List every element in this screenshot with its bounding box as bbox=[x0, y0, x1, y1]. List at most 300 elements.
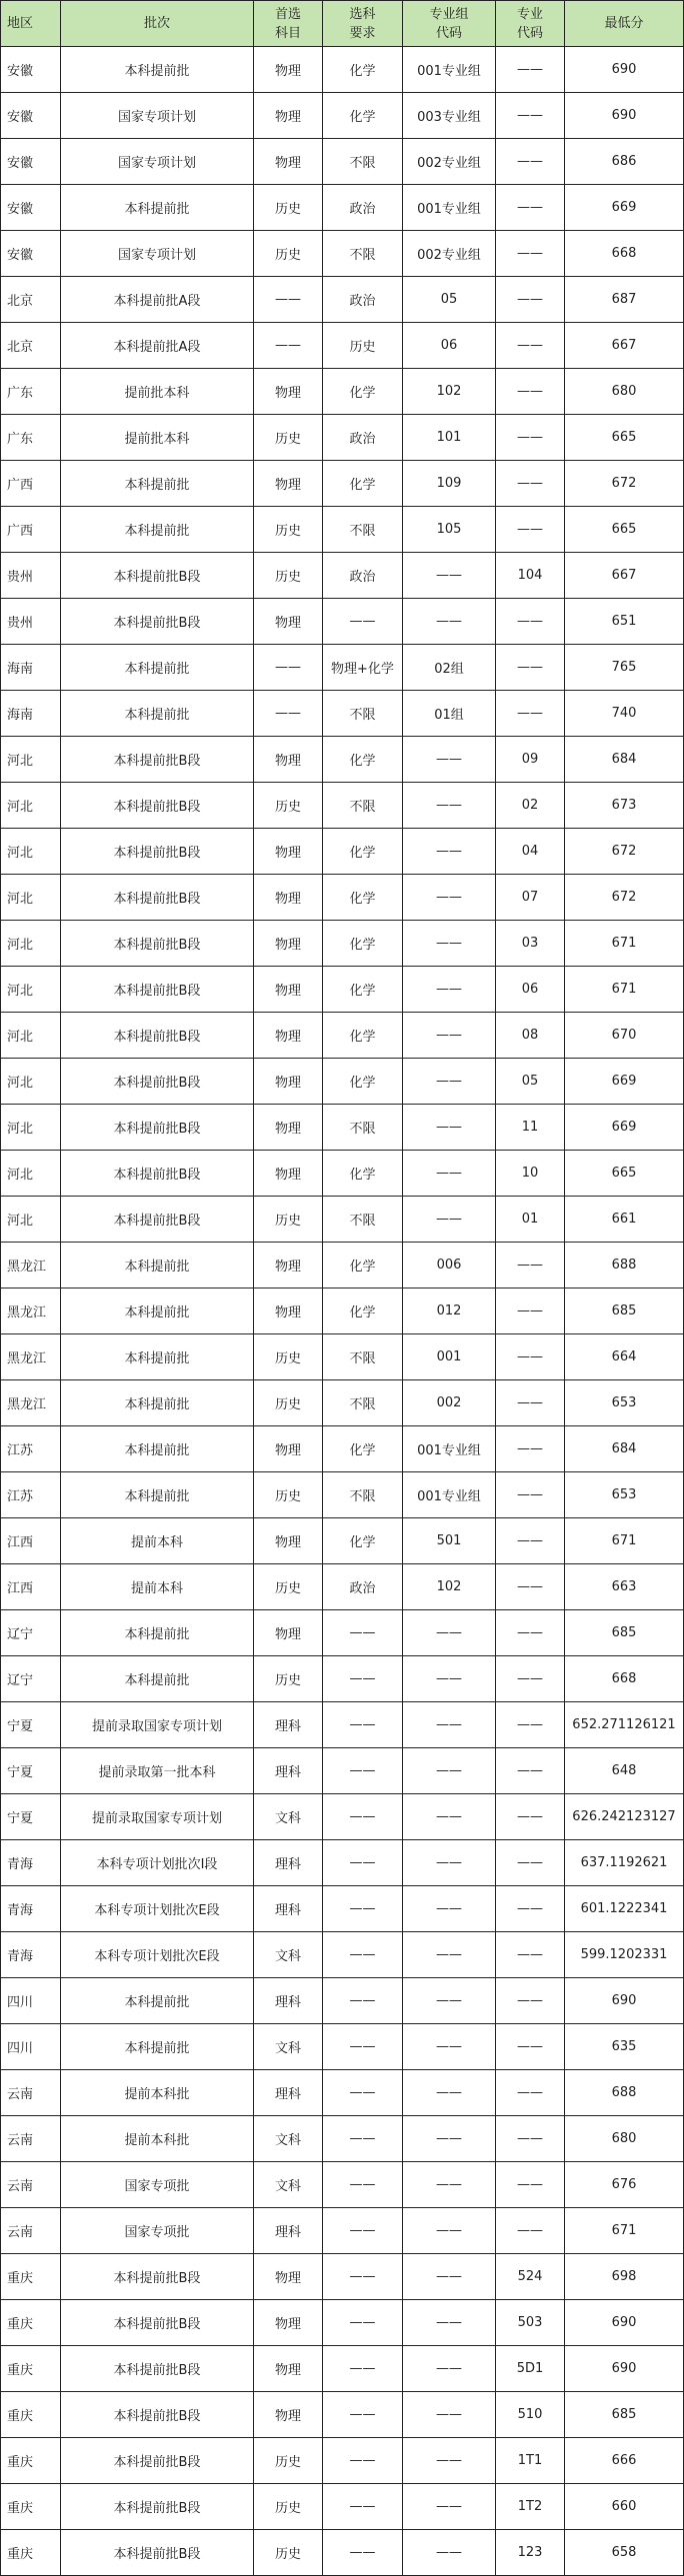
major-group-code-cell: —— bbox=[403, 1656, 496, 1702]
region-cell: 重庆 bbox=[1, 2300, 61, 2346]
batch-cell: 提前本科批 bbox=[61, 2116, 254, 2162]
min-score-cell: 676 bbox=[565, 2162, 684, 2208]
primary-subject-cell: 历史 bbox=[254, 2530, 323, 2576]
region-cell: 安徽 bbox=[1, 231, 61, 277]
batch-cell: 本科专项计划批次E段 bbox=[61, 1886, 254, 1932]
major-code-cell: —— bbox=[496, 415, 565, 461]
subject-requirement-cell: 不限 bbox=[323, 1197, 403, 1243]
subject-requirement-cell: —— bbox=[323, 1886, 403, 1932]
primary-subject-cell: 历史 bbox=[254, 415, 323, 461]
subject-requirement-cell: —— bbox=[323, 1702, 403, 1748]
major-group-code-cell: 02组 bbox=[403, 645, 496, 691]
major-group-code-cell: 001专业组 bbox=[403, 47, 496, 93]
min-score-cell: 671 bbox=[565, 921, 684, 967]
major-group-code-cell: —— bbox=[403, 875, 496, 921]
batch-cell: 本科提前批B段 bbox=[61, 2254, 254, 2300]
subject-requirement-cell: 化学 bbox=[323, 1059, 403, 1105]
region-cell: 重庆 bbox=[1, 2484, 61, 2530]
major-code-cell: —— bbox=[496, 1243, 565, 1288]
region-cell: 江西 bbox=[1, 1518, 61, 1564]
table-row bbox=[1, 1656, 684, 1702]
batch-cell: 本科提前批 bbox=[61, 1426, 254, 1472]
min-score-cell: 690 bbox=[565, 47, 684, 93]
major-code-cell: 1T2 bbox=[496, 2484, 565, 2530]
region-cell: 青海 bbox=[1, 1886, 61, 1932]
table-row bbox=[1, 829, 684, 875]
major-code-cell: —— bbox=[496, 1840, 565, 1886]
subject-requirement-cell: —— bbox=[323, 1656, 403, 1702]
major-group-code-cell: —— bbox=[403, 1702, 496, 1748]
subject-requirement-cell: 化学 bbox=[323, 47, 403, 93]
batch-cell: 本科提前批B段 bbox=[61, 1059, 254, 1105]
major-group-code-cell: —— bbox=[403, 1794, 496, 1840]
region-cell: 河北 bbox=[1, 1013, 61, 1059]
primary-subject-cell: 历史 bbox=[254, 185, 323, 231]
major-code-cell: 06 bbox=[496, 967, 565, 1013]
subject-requirement-cell: 不限 bbox=[323, 231, 403, 277]
min-score-cell: 672 bbox=[565, 461, 684, 507]
batch-cell: 本科提前批B段 bbox=[61, 1151, 254, 1197]
primary-subject-cell: 物理 bbox=[254, 1426, 323, 1472]
major-group-code-cell: 001专业组 bbox=[403, 1472, 496, 1518]
primary-subject-cell: 物理 bbox=[254, 875, 323, 921]
region-cell: 河北 bbox=[1, 967, 61, 1013]
min-score-cell: 669 bbox=[565, 1059, 684, 1105]
min-score-cell: 671 bbox=[565, 1518, 684, 1564]
primary-subject-cell: —— bbox=[254, 277, 323, 323]
subject-requirement-cell: 化学 bbox=[323, 1013, 403, 1059]
region-cell: 海南 bbox=[1, 691, 61, 737]
batch-cell: 本科专项计划批次I段 bbox=[61, 1840, 254, 1886]
major-group-code-cell: —— bbox=[403, 2208, 496, 2254]
subject-requirement-cell: 不限 bbox=[323, 691, 403, 737]
subject-requirement-cell: 化学 bbox=[323, 967, 403, 1013]
region-cell: 安徽 bbox=[1, 139, 61, 185]
table-row bbox=[1, 2070, 684, 2116]
primary-subject-cell: 理科 bbox=[254, 1840, 323, 1886]
major-group-code-cell: —— bbox=[403, 737, 496, 783]
batch-cell: 本科提前批B段 bbox=[61, 921, 254, 967]
min-score-cell: 687 bbox=[565, 277, 684, 323]
primary-subject-cell: 物理 bbox=[254, 599, 323, 645]
major-code-cell: —— bbox=[496, 2024, 565, 2070]
subject-requirement-cell: —— bbox=[323, 1932, 403, 1978]
subject-requirement-cell: 不限 bbox=[323, 507, 403, 553]
primary-subject-cell: 物理 bbox=[254, 93, 323, 139]
subject-requirement-cell: 化学 bbox=[323, 461, 403, 507]
batch-cell: 本科提前批 bbox=[61, 645, 254, 691]
primary-subject-cell: 物理 bbox=[254, 921, 323, 967]
min-score-cell: 690 bbox=[565, 93, 684, 139]
table-row bbox=[1, 323, 684, 369]
major-group-code-cell: 05 bbox=[403, 277, 496, 323]
major-code-cell: 104 bbox=[496, 553, 565, 599]
min-score-cell: 667 bbox=[565, 323, 684, 369]
major-code-cell: —— bbox=[496, 231, 565, 277]
min-score-cell: 673 bbox=[565, 783, 684, 829]
table-row bbox=[1, 2162, 684, 2208]
major-group-code-cell: —— bbox=[403, 553, 496, 599]
region-cell: 青海 bbox=[1, 1932, 61, 1978]
major-code-cell: 524 bbox=[496, 2254, 565, 2300]
batch-cell: 本科提前批B段 bbox=[61, 2484, 254, 2530]
primary-subject-cell: —— bbox=[254, 323, 323, 369]
major-code-cell: 03 bbox=[496, 921, 565, 967]
table-row bbox=[1, 1059, 684, 1105]
min-score-cell: 668 bbox=[565, 1656, 684, 1702]
table-row bbox=[1, 1426, 684, 1472]
major-group-code-cell: 012 bbox=[403, 1288, 496, 1334]
primary-subject-cell: 理科 bbox=[254, 1702, 323, 1748]
major-group-code-cell: 003专业组 bbox=[403, 93, 496, 139]
subject-requirement-cell: —— bbox=[323, 2024, 403, 2070]
min-score-cell: 653 bbox=[565, 1472, 684, 1518]
batch-cell: 提前批本科 bbox=[61, 369, 254, 415]
table-row bbox=[1, 369, 684, 415]
min-score-cell: 671 bbox=[565, 967, 684, 1013]
batch-cell: 本科提前批 bbox=[61, 1978, 254, 2024]
primary-subject-cell: 历史 bbox=[254, 2438, 323, 2484]
major-group-code-cell: —— bbox=[403, 783, 496, 829]
table-row bbox=[1, 2208, 684, 2254]
primary-subject-cell: 物理 bbox=[254, 1059, 323, 1105]
primary-subject-cell: 历史 bbox=[254, 2484, 323, 2530]
region-cell: 云南 bbox=[1, 2116, 61, 2162]
primary-subject-cell: 物理 bbox=[254, 139, 323, 185]
primary-subject-cell: 历史 bbox=[254, 507, 323, 553]
subject-requirement-cell: 化学 bbox=[323, 369, 403, 415]
table-row bbox=[1, 1518, 684, 1564]
subject-requirement-cell: 政治 bbox=[323, 1564, 403, 1610]
min-score-cell: 635 bbox=[565, 2024, 684, 2070]
subject-requirement-cell: —— bbox=[323, 2484, 403, 2530]
batch-cell: 本科提前批B段 bbox=[61, 2300, 254, 2346]
region-cell: 宁夏 bbox=[1, 1702, 61, 1748]
batch-cell: 本科专项计划批次E段 bbox=[61, 1932, 254, 1978]
major-code-cell: 5D1 bbox=[496, 2346, 565, 2392]
batch-cell: 本科提前批B段 bbox=[61, 1197, 254, 1243]
primary-subject-cell: 历史 bbox=[254, 1656, 323, 1702]
min-score-cell: 765 bbox=[565, 645, 684, 691]
batch-cell: 本科提前批 bbox=[61, 185, 254, 231]
subject-requirement-cell: —— bbox=[323, 2254, 403, 2300]
table-row bbox=[1, 1932, 684, 1978]
header-primary-subject: 首选 科目 bbox=[254, 1, 323, 47]
subject-requirement-cell: —— bbox=[323, 1610, 403, 1656]
subject-requirement-cell: 政治 bbox=[323, 277, 403, 323]
batch-cell: 本科提前批B段 bbox=[61, 2530, 254, 2576]
major-group-code-cell: —— bbox=[403, 2530, 496, 2576]
primary-subject-cell: 物理 bbox=[254, 1013, 323, 1059]
major-group-code-cell: —— bbox=[403, 1748, 496, 1794]
major-group-code-cell: 105 bbox=[403, 507, 496, 553]
table-row bbox=[1, 277, 684, 323]
table-row bbox=[1, 1197, 684, 1243]
region-cell: 辽宁 bbox=[1, 1656, 61, 1702]
major-code-cell: —— bbox=[496, 1288, 565, 1334]
header-batch: 批次 bbox=[61, 1, 254, 47]
region-cell: 广东 bbox=[1, 415, 61, 461]
major-group-code-cell: 501 bbox=[403, 1518, 496, 1564]
min-score-cell: 684 bbox=[565, 737, 684, 783]
major-group-code-cell: —— bbox=[403, 2070, 496, 2116]
primary-subject-cell: 物理 bbox=[254, 1518, 323, 1564]
major-code-cell: 02 bbox=[496, 783, 565, 829]
min-score-cell: 670 bbox=[565, 1013, 684, 1059]
major-code-cell: 10 bbox=[496, 1151, 565, 1197]
table-row bbox=[1, 1564, 684, 1610]
region-cell: 重庆 bbox=[1, 2530, 61, 2576]
min-score-cell: 666 bbox=[565, 2438, 684, 2484]
major-code-cell: —— bbox=[496, 1794, 565, 1840]
table-row bbox=[1, 2300, 684, 2346]
subject-requirement-cell: 化学 bbox=[323, 875, 403, 921]
major-code-cell: 08 bbox=[496, 1013, 565, 1059]
primary-subject-cell: 物理 bbox=[254, 47, 323, 93]
major-group-code-cell: —— bbox=[403, 1886, 496, 1932]
region-cell: 宁夏 bbox=[1, 1794, 61, 1840]
subject-requirement-cell: 政治 bbox=[323, 553, 403, 599]
batch-cell: 本科提前批 bbox=[61, 47, 254, 93]
region-cell: 重庆 bbox=[1, 2346, 61, 2392]
primary-subject-cell: 历史 bbox=[254, 553, 323, 599]
subject-requirement-cell: 不限 bbox=[323, 1380, 403, 1426]
subject-requirement-cell: 政治 bbox=[323, 415, 403, 461]
region-cell: 青海 bbox=[1, 1840, 61, 1886]
batch-cell: 本科提前批B段 bbox=[61, 2392, 254, 2438]
min-score-cell: 686 bbox=[565, 139, 684, 185]
region-cell: 重庆 bbox=[1, 2254, 61, 2300]
table-row bbox=[1, 47, 684, 93]
table-row bbox=[1, 875, 684, 921]
min-score-cell: 668 bbox=[565, 231, 684, 277]
batch-cell: 本科提前批B段 bbox=[61, 553, 254, 599]
region-cell: 河北 bbox=[1, 1059, 61, 1105]
table-row bbox=[1, 1151, 684, 1197]
primary-subject-cell: 物理 bbox=[254, 737, 323, 783]
region-cell: 江西 bbox=[1, 1564, 61, 1610]
major-code-cell: 07 bbox=[496, 875, 565, 921]
min-score-cell: 690 bbox=[565, 2346, 684, 2392]
region-cell: 云南 bbox=[1, 2208, 61, 2254]
batch-cell: 本科提前批 bbox=[61, 1610, 254, 1656]
region-cell: 重庆 bbox=[1, 2392, 61, 2438]
min-score-cell: 669 bbox=[565, 1105, 684, 1151]
batch-cell: 本科提前批B段 bbox=[61, 875, 254, 921]
subject-requirement-cell: 化学 bbox=[323, 921, 403, 967]
table-row bbox=[1, 1288, 684, 1334]
subject-requirement-cell: 历史 bbox=[323, 323, 403, 369]
primary-subject-cell: 文科 bbox=[254, 2162, 323, 2208]
batch-cell: 国家专项计划 bbox=[61, 93, 254, 139]
min-score-cell: 665 bbox=[565, 1151, 684, 1197]
table-row bbox=[1, 967, 684, 1013]
min-score-cell: 626.242123127 bbox=[565, 1794, 684, 1840]
table-row bbox=[1, 1334, 684, 1380]
major-group-code-cell: 101 bbox=[403, 415, 496, 461]
major-group-code-cell: —— bbox=[403, 2484, 496, 2530]
region-cell: 河北 bbox=[1, 1197, 61, 1243]
major-code-cell: —— bbox=[496, 2208, 565, 2254]
min-score-cell: 661 bbox=[565, 1197, 684, 1243]
primary-subject-cell: 历史 bbox=[254, 1380, 323, 1426]
region-cell: 广西 bbox=[1, 461, 61, 507]
batch-cell: 国家专项批 bbox=[61, 2162, 254, 2208]
batch-cell: 提前录取国家专项计划 bbox=[61, 1702, 254, 1748]
subject-requirement-cell: —— bbox=[323, 2300, 403, 2346]
major-group-code-cell: 002专业组 bbox=[403, 231, 496, 277]
region-cell: 河北 bbox=[1, 829, 61, 875]
major-group-code-cell: —— bbox=[403, 2254, 496, 2300]
batch-cell: 本科提前批 bbox=[61, 461, 254, 507]
region-cell: 安徽 bbox=[1, 93, 61, 139]
table-row bbox=[1, 507, 684, 553]
major-group-code-cell: —— bbox=[403, 1932, 496, 1978]
table-row bbox=[1, 2116, 684, 2162]
region-cell: 北京 bbox=[1, 277, 61, 323]
header-row bbox=[1, 1, 684, 47]
table-row bbox=[1, 1886, 684, 1932]
major-group-code-cell: —— bbox=[403, 829, 496, 875]
region-cell: 河北 bbox=[1, 875, 61, 921]
batch-cell: 提前本科批 bbox=[61, 2070, 254, 2116]
major-code-cell: —— bbox=[496, 185, 565, 231]
region-cell: 河北 bbox=[1, 1151, 61, 1197]
subject-requirement-cell: 化学 bbox=[323, 1518, 403, 1564]
major-code-cell: —— bbox=[496, 277, 565, 323]
region-cell: 安徽 bbox=[1, 47, 61, 93]
major-code-cell: —— bbox=[496, 93, 565, 139]
batch-cell: 本科提前批A段 bbox=[61, 277, 254, 323]
subject-requirement-cell: —— bbox=[323, 2208, 403, 2254]
major-group-code-cell: 001专业组 bbox=[403, 185, 496, 231]
min-score-cell: 652.271126121 bbox=[565, 1702, 684, 1748]
region-cell: 四川 bbox=[1, 2024, 61, 2070]
batch-cell: 提前本科 bbox=[61, 1518, 254, 1564]
region-cell: 河北 bbox=[1, 737, 61, 783]
major-code-cell: —— bbox=[496, 323, 565, 369]
header-subject-requirement: 选科 要求 bbox=[323, 1, 403, 47]
table-row bbox=[1, 2254, 684, 2300]
major-group-code-cell: 109 bbox=[403, 461, 496, 507]
batch-cell: 国家专项批 bbox=[61, 2208, 254, 2254]
batch-cell: 本科提前批B段 bbox=[61, 599, 254, 645]
major-group-code-cell: 002专业组 bbox=[403, 139, 496, 185]
region-cell: 广西 bbox=[1, 507, 61, 553]
table-row bbox=[1, 599, 684, 645]
major-code-cell: 01 bbox=[496, 1197, 565, 1243]
region-cell: 重庆 bbox=[1, 2438, 61, 2484]
region-cell: 北京 bbox=[1, 323, 61, 369]
table-row bbox=[1, 1794, 684, 1840]
table-row bbox=[1, 1978, 684, 2024]
major-group-code-cell: —— bbox=[403, 599, 496, 645]
major-code-cell: —— bbox=[496, 2162, 565, 2208]
primary-subject-cell: 物理 bbox=[254, 1610, 323, 1656]
batch-cell: 本科提前批 bbox=[61, 1288, 254, 1334]
min-score-cell: 651 bbox=[565, 599, 684, 645]
primary-subject-cell: —— bbox=[254, 691, 323, 737]
region-cell: 四川 bbox=[1, 1978, 61, 2024]
table-row bbox=[1, 1472, 684, 1518]
region-cell: 河北 bbox=[1, 1105, 61, 1151]
table-row bbox=[1, 1380, 684, 1426]
min-score-cell: 601.1222341 bbox=[565, 1886, 684, 1932]
major-code-cell: —— bbox=[496, 1610, 565, 1656]
batch-cell: 本科提前批 bbox=[61, 1472, 254, 1518]
subject-requirement-cell: 化学 bbox=[323, 93, 403, 139]
min-score-cell: 690 bbox=[565, 2300, 684, 2346]
primary-subject-cell: 文科 bbox=[254, 1794, 323, 1840]
table-row bbox=[1, 2024, 684, 2070]
subject-requirement-cell: —— bbox=[323, 2116, 403, 2162]
primary-subject-cell: 文科 bbox=[254, 2116, 323, 2162]
major-code-cell: —— bbox=[496, 1334, 565, 1380]
table-row bbox=[1, 185, 684, 231]
major-group-code-cell: —— bbox=[403, 921, 496, 967]
primary-subject-cell: 文科 bbox=[254, 1932, 323, 1978]
region-cell: 云南 bbox=[1, 2162, 61, 2208]
major-code-cell: —— bbox=[496, 2070, 565, 2116]
min-score-cell: 685 bbox=[565, 1288, 684, 1334]
table-row bbox=[1, 461, 684, 507]
major-code-cell: —— bbox=[496, 1886, 565, 1932]
table-row bbox=[1, 645, 684, 691]
subject-requirement-cell: —— bbox=[323, 2070, 403, 2116]
min-score-cell: 690 bbox=[565, 1978, 684, 2024]
subject-requirement-cell: 化学 bbox=[323, 1151, 403, 1197]
batch-cell: 本科提前批 bbox=[61, 1656, 254, 1702]
min-score-cell: 664 bbox=[565, 1334, 684, 1380]
region-cell: 广东 bbox=[1, 369, 61, 415]
subject-requirement-cell: —— bbox=[323, 2530, 403, 2576]
batch-cell: 本科提前批 bbox=[61, 691, 254, 737]
table-row bbox=[1, 2438, 684, 2484]
primary-subject-cell: 物理 bbox=[254, 369, 323, 415]
batch-cell: 本科提前批 bbox=[61, 1243, 254, 1288]
major-code-cell: —— bbox=[496, 1932, 565, 1978]
subject-requirement-cell: —— bbox=[323, 1840, 403, 1886]
min-score-cell: 740 bbox=[565, 691, 684, 737]
min-score-cell: 684 bbox=[565, 1426, 684, 1472]
table-body bbox=[1, 47, 684, 2576]
batch-cell: 提前批本科 bbox=[61, 415, 254, 461]
major-code-cell: —— bbox=[496, 1748, 565, 1794]
major-group-code-cell: —— bbox=[403, 2438, 496, 2484]
major-group-code-cell: —— bbox=[403, 1151, 496, 1197]
table-row bbox=[1, 139, 684, 185]
major-code-cell: —— bbox=[496, 461, 565, 507]
batch-cell: 本科提前批B段 bbox=[61, 829, 254, 875]
subject-requirement-cell: —— bbox=[323, 1978, 403, 2024]
table-row bbox=[1, 2484, 684, 2530]
primary-subject-cell: 物理 bbox=[254, 1288, 323, 1334]
primary-subject-cell: 历史 bbox=[254, 1564, 323, 1610]
min-score-cell: 665 bbox=[565, 507, 684, 553]
region-cell: 江苏 bbox=[1, 1426, 61, 1472]
major-code-cell: 05 bbox=[496, 1059, 565, 1105]
region-cell: 辽宁 bbox=[1, 1610, 61, 1656]
major-code-cell: 1T1 bbox=[496, 2438, 565, 2484]
major-group-code-cell: —— bbox=[403, 1013, 496, 1059]
batch-cell: 本科提前批B段 bbox=[61, 967, 254, 1013]
table-row bbox=[1, 691, 684, 737]
min-score-cell: 672 bbox=[565, 829, 684, 875]
min-score-cell: 637.1192621 bbox=[565, 1840, 684, 1886]
batch-cell: 本科提前批B段 bbox=[61, 1013, 254, 1059]
subject-requirement-cell: 化学 bbox=[323, 829, 403, 875]
table-row bbox=[1, 1243, 684, 1288]
